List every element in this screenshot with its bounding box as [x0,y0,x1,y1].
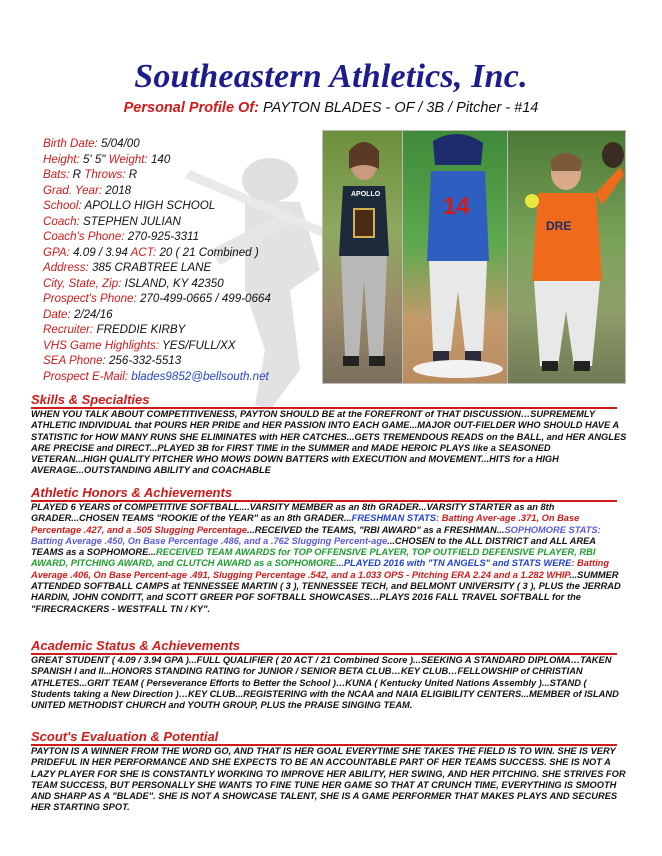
jersey-number: 14 [443,193,470,220]
profile-label: Personal Profile Of: [123,100,259,116]
email-link[interactable]: blades9852@bellsouth.net [128,369,269,383]
pitcher-figure-icon [508,131,625,383]
row-grad-year: Grad. Year: 2018 [43,183,132,197]
plaque-jersey-text: APOLLO [351,191,381,198]
pitcher-jersey-text: DRE [546,219,572,233]
academic-text: GREAT STUDENT ( 4.09 / 3.94 GPA )...FULL QUALIFIER ( 20 ACT / 21 Combined Score )...SEEKING A STANDARD DIPLOMA…TAKEN SPANISH I and II...HONORS STANDING RATING for JUNIOR / SENIOR BETA CLUB…KEY CLUB…FELLOWSHIP of CHRISTIAN ATHLETES...GRIT TEAM ( Perseverance Efforts to Better the School )…KUNA ( Kentucky United Nations Assembly )...STAND ( Students taking a New Direction )…KEY CLUB...REGISTERING with the NCAA and NAIA ELIGIBILITY CENTERS...MEMBER of ISLAND UNITED METHODIST CHURCH and YOUTH GROUP, PLUS the PRAISE SINGING TEAM. [31,655,619,711]
profile-subtitle [0,100,662,116]
row-coach: Coach: STEPHEN JULIAN [43,214,181,228]
scout-heading: Scout's Evaluation & Potential [31,729,617,746]
scout-text: PAYTON IS A WINNER FROM THE WORD GO, AND THAT IS HER GOAL EVERYTIME SHE TAKES THE FIELD IS TO WIN. SHE IS VERY PRIDEFUL IN HER PERFORMANCE AND SHE EXPECTS TO BE AN ACCOUNTABLE PART OF HER TEAMS SUCCESS. SHE IS NOT A LAZY PLAYER FOR SHE IS CONSTANTLY WORKING TO IMPROVE HER ABILITY, HER SWING, AND HER PITCHING. SHE STRIVES FOR TEAM SUCCESS, BUT PERSONALLY SHE WANTS TO FINE TUNE HER GAME SO THAT AT CRUNCH TIME, EVERYTHING IS SMOOTH AND SHARP AS A "BLADE". SHE IS NOT A SHOWCASE TALENT, SHE IS A GAME PERFORMER THAT MAKES PLAYS AND SECURES HER STARTING SPOT. [31,746,626,813]
row-school: School: APOLLO HIGH SCHOOL [43,199,216,212]
player-plaque-figure-icon [323,131,405,383]
row-vhs-highlights: VHS Game Highlights: YES/FULL/XX [43,338,236,352]
row-address: Address: 385 CRABTREE LANE [43,261,212,274]
academic-heading: Academic Status & Achievements [31,638,617,655]
photo-with-plaque [322,130,406,384]
skills-text: WHEN YOU TALK ABOUT COMPETITIVENESS, PAYTON SHOULD BE at the FOREFRONT of THAT DISCUSSION…SUPREMEMLY ATHLETIC INDIVIDUAL that POURS HER PRIDE and HER PASSION INTO EACH GAME...MAJOR OUT-FIELDER WHO SHOULD HAVE A STATISTIC for HOW MANY RUNS SHE ELIMINATES with HER CATCHES...GETS TREMENDOUS READS on the BALL, and HER ANGLES ARE PRECISE and DIRECT...PLAYED 3B for FIRST TIME in the SUMMER and MADE HEROIC PLAYS like a SEASONED VETERAN...HIGH QUALITY PITCHER WHO MOWS DOWN BATTERS with EXECUTION and MOVEMENT...HITS for a HIGH AVERAGE...OUTSTANDING ABILITY and COACHABLE [31,409,627,476]
batter-back-figure-icon [403,131,509,383]
skills-heading: Skills & Specialties [31,392,617,409]
row-recruiter: Recruiter: FREDDIE KIRBY [43,323,186,336]
profile-value: PAYTON BLADES - OF / 3B / Pitcher - #14 [259,100,539,116]
row-sea-phone: SEA Phone: 256-332-5513 [43,354,182,367]
row-coach-phone: Coach's Phone: 270-925-3311 [43,230,200,243]
honors-text: PLAYED 6 YEARS of COMPETITIVE SOFTBALL....VARSITY MEMBER as an 8th GRADER...VARSITY STARTER as an 8th GRADER...CHOSEN TEAMS "ROOKIE of the YEAR" as an 8th GRADER...FRESHMAN STATS: Batting Aver-age .371, On Base Percentage .427, and a .505 Slugging Percentage...RECEIVED the TEAMS, "RBI AWARD" as a FRESHMAN...SOPHOMORE STATS: Batting Average .450, On Base Percentage .486, and a .762 Slugging Percent-age...CHOSEN to the ALL DISTRICT and ALL AREA TEAMS as a SOPHOMORE...RECEIVED TEAM AWARDS for TOP OFFENSIVE PLAYER, TOP OUTFIELD DEFENSIVE PLAYER, RBI AWARD, PITCHING AWARD, and CLUTCH AWARD as a SOPHOMORE...PLAYED 2016 with "TN ANGELS" and STATS WERE: Batting Average .406, On Base Percent-age .491, Slugging Percentage .542, and a 1.033 OPS - Pitching ERA 2.24 and a 1.282 WHIP...SUMMER ATTENDED SOFTBALL CAMPS at TENNESSEE MARTIN ( 3 ), TENNESSEE TECH, and BELMONT UNIVERSITY ( 3 ), PLUS the JERRAD HARDIN, JOHN CONDITT, and SCOTT GREER PGF SOFTBALL SHOWCASES…PLAYS 2016 FALL TRAVEL SOFTBALL for the "FIRECRACKERS - WESTFALL TN / KY". [31,502,621,614]
row-gpa-act: GPA: 4.09 / 3.94 ACT: 20 ( 21 Combined ) [43,245,259,259]
photo-pitcher [507,130,626,384]
photo-batter-back [402,130,510,384]
row-date: Date: 2/24/16 [43,307,113,321]
row-bats-throws: Bats: R Throws: R [43,168,138,181]
page-title: Southeastern Athletics, Inc. [134,58,528,95]
row-prospect-email: Prospect E-Mail: blades9852@bellsouth.net [43,369,269,383]
row-birth-date: Birth Date: 5/04/00 [43,137,140,150]
honors-heading: Athletic Honors & Achievements [31,485,617,502]
row-prospect-phone: Prospect's Phone: 270-499-0665 / 499-0664 [43,292,271,305]
row-height-weight: Height: 5' 5" Weight: 140 [43,152,171,166]
row-city-state-zip: City, State, Zip: ISLAND, KY 42350 [43,276,224,290]
profile-details [43,136,323,384]
